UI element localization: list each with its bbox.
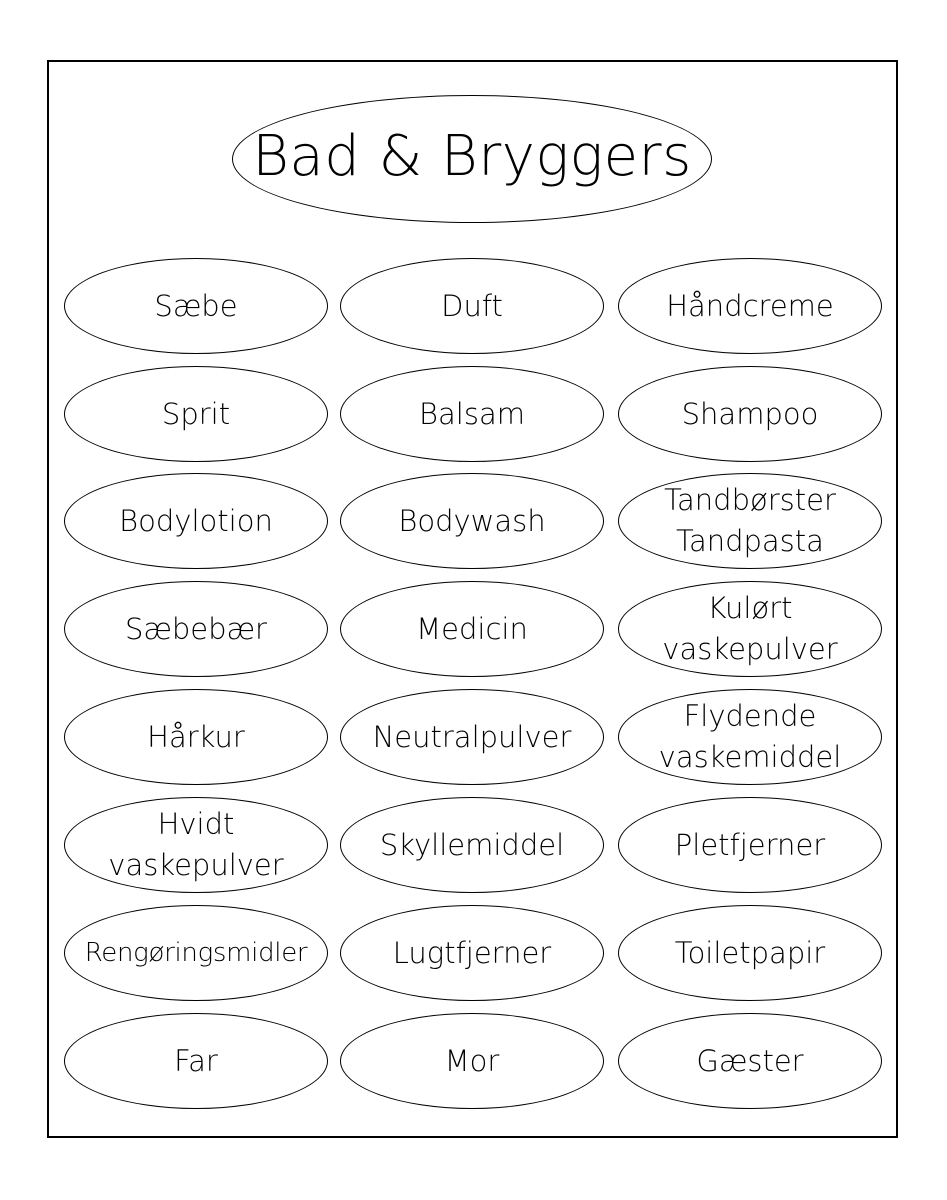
- label-oval: [64, 258, 328, 354]
- label-text: Duft: [441, 288, 503, 323]
- label-oval: [618, 797, 882, 893]
- label-oval: [618, 1013, 882, 1109]
- label-text: Lugtfjerner: [392, 935, 552, 970]
- label-oval: [618, 258, 882, 354]
- label-text: Sæbe: [154, 288, 238, 323]
- label-oval: [618, 689, 882, 785]
- label-oval: [64, 905, 328, 1001]
- label-text: Toiletpapir: [674, 935, 826, 970]
- label-oval: [340, 905, 604, 1001]
- label-text: Medicin: [416, 611, 528, 646]
- label-text: Balsam: [419, 396, 525, 431]
- label-oval: [340, 689, 604, 785]
- page-title: Bad & Bryggers: [252, 124, 692, 189]
- label-oval: [64, 689, 328, 785]
- label-text: Flydende vaskemiddel: [658, 699, 842, 774]
- label-oval: [340, 581, 604, 677]
- label-text: Mor: [444, 1043, 500, 1078]
- label-text: Bodywash: [398, 503, 546, 538]
- label-oval: [618, 905, 882, 1001]
- label-oval: [64, 1013, 328, 1109]
- label-text: Hårkur: [147, 719, 245, 754]
- label-text: Pletfjerner: [674, 827, 826, 862]
- label-text: Shampoo: [681, 396, 819, 431]
- label-text: Far: [174, 1043, 218, 1078]
- title-label: [232, 95, 712, 223]
- label-text: Hvidt vaskepulver: [108, 807, 284, 882]
- label-text: Sæbebær: [125, 611, 267, 646]
- label-oval: [340, 797, 604, 893]
- label-oval: [64, 581, 328, 677]
- label-oval: [340, 1013, 604, 1109]
- label-oval: [340, 366, 604, 462]
- label-oval: [340, 258, 604, 354]
- label-oval: [618, 581, 882, 677]
- label-text: Sprit: [161, 396, 231, 431]
- label-oval: [64, 797, 328, 893]
- label-text: Neutralpulver: [372, 719, 572, 754]
- label-oval: [64, 473, 328, 569]
- label-text: Tandbørster Tandpasta: [664, 483, 836, 558]
- label-text: Håndcreme: [666, 288, 834, 323]
- label-text: Kulørt vaskepulver: [662, 591, 838, 666]
- label-text: Gæster: [696, 1043, 804, 1078]
- label-text: Rengøringsmidler: [84, 937, 308, 968]
- label-oval: [340, 473, 604, 569]
- label-oval: [618, 473, 882, 569]
- label-text: Bodylotion: [119, 503, 273, 538]
- label-oval: [64, 366, 328, 462]
- label-text: Skyllemiddel: [379, 827, 565, 862]
- label-oval: [618, 366, 882, 462]
